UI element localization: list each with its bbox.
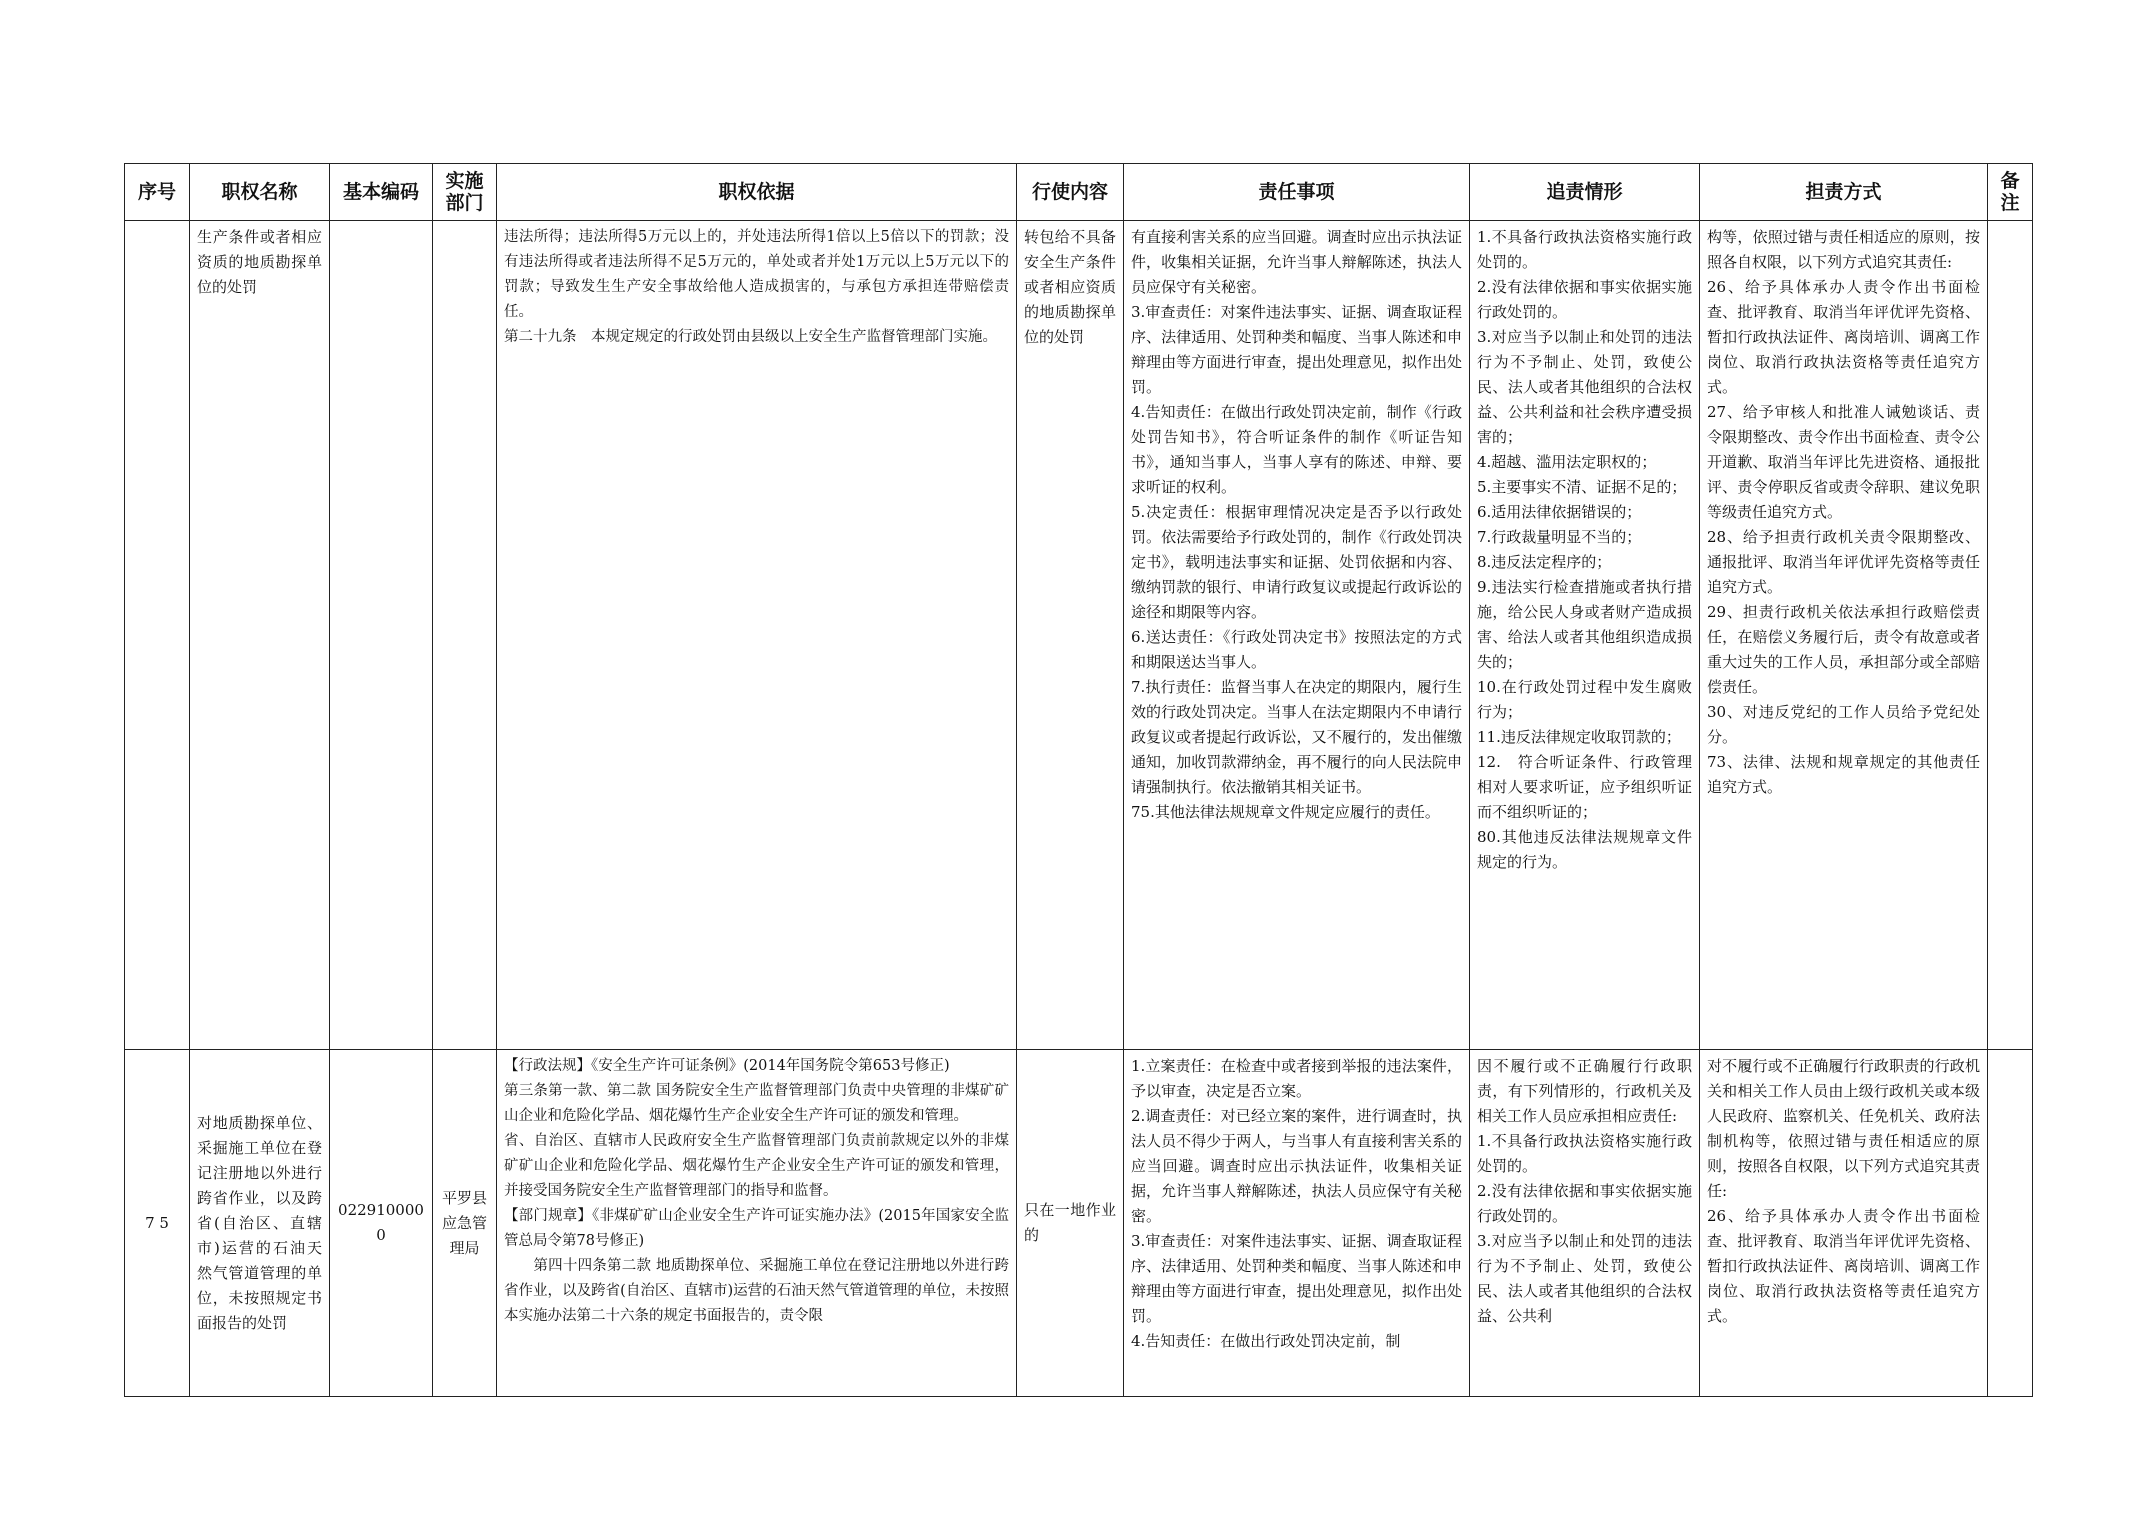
cell-accountability: 1.不具备行政执法资格实施行政处罚的。 2.没有法律依据和事实依据实施行政处罚的。 3.对应当予以制止和处罚的违法行为不予制止、处罚，致使公民、法人或者其他组织的合法权益、公共利益和社会秩序遭受损害的； 4.超越、滥用法定职权的； 5.主要事实不清、证据不足的； 6.适用法律依据错误的； 7.行政裁量明显不当的； 8.违反法定程序的； 9.违法实行检查措施或者执行措施，给公民人身或者财产造成损害、给法人或者其他组织造成损失的； 10.在行政处罚过程中发生腐败行为； 11.违反法律规定收取罚款的； 12. 符合听证条件、行政管理相对人要求听证，应予组织听证而不组织听证的； 80.其他违反法律法规规章文件规定的行为。 [1470,221,1700,1050]
cell-seq: 7 5 [125,1050,190,1397]
header-power-name: 职权名称 [190,164,330,221]
cell-content: 转包给不具备安全生产条件或者相应资质的地质勘探单位的处罚 [1017,221,1124,1050]
cell-note [1988,221,2033,1050]
cell-power-name: 生产条件或者相应资质的地质勘探单位的处罚 [190,221,330,1050]
cell-code: 0229100000 [330,1050,433,1397]
cell-liability: 构等，依照过错与责任相适应的原则，按照各自权限，以下列方式追究其责任: 26、给予具体承办人责令作出书面检查、批评教育、取消当年评优评先资格、暂扣行政执法证件、离岗培训、调离工作岗位、取消行政执法资格等责任追究方式。 27、给予审核人和批准人诫勉谈话、责令限期整改、责令作出书面检查、责令公开道歉、取消当年评比先进资格、通报批评、责令停职反省或责令辞职、建议免职等级责任追究方式。 28、给予担责行政机关责令限期整改、通报批评、取消当年评优评先资格等责任追究方式。 29、担责行政机关依法承担行政赔偿责任，在赔偿义务履行后，责令有故意或者重大过失的工作人员，承担部分或全部赔偿责任。 30、对违反党纪的工作人员给予党纪处分。 73、法律、法规和规章规定的其他责任追究方式。 [1700,221,1988,1050]
header-basis: 职权依据 [497,164,1017,221]
cell-duty: 1.立案责任：在检查中或者接到举报的违法案件，予以审查，决定是否立案。 2.调查责任：对已经立案的案件，进行调查时，执法人员不得少于两人，与当事人有直接利害关系的应当回避。调查时应出示执法证件，收集相关证据，允许当事人辩解陈述，执法人员应保守有关秘密。 3.审查责任：对案件违法事实、证据、调查取证程序、法律适用、处罚种类和幅度、当事人陈述和申辩理由等方面进行审查，提出处理意见，拟作出处罚。 4.告知责任：在做出行政处罚决定前，制 [1124,1050,1470,1397]
header-seq: 序号 [125,164,190,221]
header-department: 实施 部门 [433,164,497,221]
cell-duty: 有直接利害关系的应当回避。调查时应出示执法证件，收集相关证据，允许当事人辩解陈述，执法人员应保守有关秘密。 3.审查责任：对案件违法事实、证据、调查取证程序、法律适用、处罚种类和幅度、当事人陈述和申辩理由等方面进行审查，提出处理意见，拟作出处罚。 4.告知责任：在做出行政处罚决定前，制作《行政处罚告知书》，符合听证条件的制作《听证告知书》，通知当事人，当事人享有的陈述、申辩、要求听证的权利。 5.决定责任：根据审理情况决定是否予以行政处罚。依法需要给予行政处罚的，制作《行政处罚决定书》，载明违法事实和证据、处罚依据和内容、缴纳罚款的银行、申请行政复议或提起行政诉讼的途径和期限等内容。 6.送达责任：《行政处罚决定书》按照法定的方式和期限送达当事人。 7.执行责任：监督当事人在决定的期限内，履行生效的行政处罚决定。当事人在法定期限内不申请行政复议或者提起行政诉讼，又不履行的，发出催缴通知，加收罚款滞纳金，再不履行的向人民法院申请强制执行。依法撤销其相关证书。 75.其他法律法规规章文件规定应履行的责任。 [1124,221,1470,1050]
header-liability: 担责方式 [1700,164,1988,221]
cell-accountability: 因不履行或不正确履行行政职责，有下列情形的，行政机关及相关工作人员应承担相应责任: 1.不具备行政执法资格实施行政处罚的。 2.没有法律依据和事实依据实施行政处罚的。 3.对应当予以制止和处罚的违法行为不予制止、处罚，致使公民、法人或者其他组织的合法权益、公共利 [1470,1050,1700,1397]
cell-basis: 违法所得；违法所得5万元以上的，并处违法所得1倍以上5倍以下的罚款；没有违法所得或者违法所得不足5万元的，单处或者并处1万元以上5万元以下的罚款；导致发生生产安全事故给他人造成损害的，与承包方承担连带赔偿责任。 第二十九条 本规定规定的行政处罚由县级以上安全生产监督管理部门实施。 [497,221,1017,1050]
cell-code [330,221,433,1050]
table-row [125,221,2033,1050]
cell-note [1988,1050,2033,1397]
table-row [125,1050,2033,1397]
cell-power-name: 对地质勘探单位、采掘施工单位在登记注册地以外进行跨省作业，以及跨省(自治区、直辖市)运营的石油天然气管道管理的单位，未按照规定书面报告的处罚 [190,1050,330,1397]
cell-seq [125,221,190,1050]
header-duty: 责任事项 [1124,164,1470,221]
cell-basis: 【行政法规】《安全生产许可证条例》(2014年国务院令第653号修正) 第三条第一款、第二款 国务院安全生产监督管理部门负责中央管理的非煤矿矿山企业和危险化学品、烟花爆竹生产企业安全生产许可证的颁发和管理。 省、自治区、直辖市人民政府安全生产监督管理部门负责前款规定以外的非煤矿矿山企业和危险化学品、烟花爆竹生产企业安全生产许可证的颁发和管理，并接受国务院安全生产监督管理部门的指导和监督。 【部门规章】《非煤矿矿山企业安全生产许可证实施办法》(2015年国家安全监管总局令第78号修正) 第四十四条第二款 地质勘探单位、采掘施工单位在登记注册地以外进行跨省作业，以及跨省(自治区、直辖市)运营的石油天然气管道管理的单位，未按照本实施办法第二十六条的规定书面报告的，责令限 [497,1050,1017,1397]
power-responsibility-table [124,163,2033,1397]
header-content: 行使内容 [1017,164,1124,221]
cell-department [433,221,497,1050]
header-code: 基本编码 [330,164,433,221]
header-accountability: 追责情形 [1470,164,1700,221]
cell-liability: 对不履行或不正确履行行政职责的行政机关和相关工作人员由上级行政机关或本级人民政府、监察机关、任免机关、政府法制机构等，依照过错与责任相适应的原则，按照各自权限，以下列方式追究其责任: 26、给予具体承办人责令作出书面检查、批评教育、取消当年评优评先资格、暂扣行政执法证件、离岗培训、调离工作岗位、取消行政执法资格等责任追究方式。 [1700,1050,1988,1397]
header-row [125,164,2033,221]
header-note: 备 注 [1988,164,2033,221]
cell-department: 平罗县应急管理局 [433,1050,497,1397]
cell-content: 只在一地作业的 [1017,1050,1124,1397]
